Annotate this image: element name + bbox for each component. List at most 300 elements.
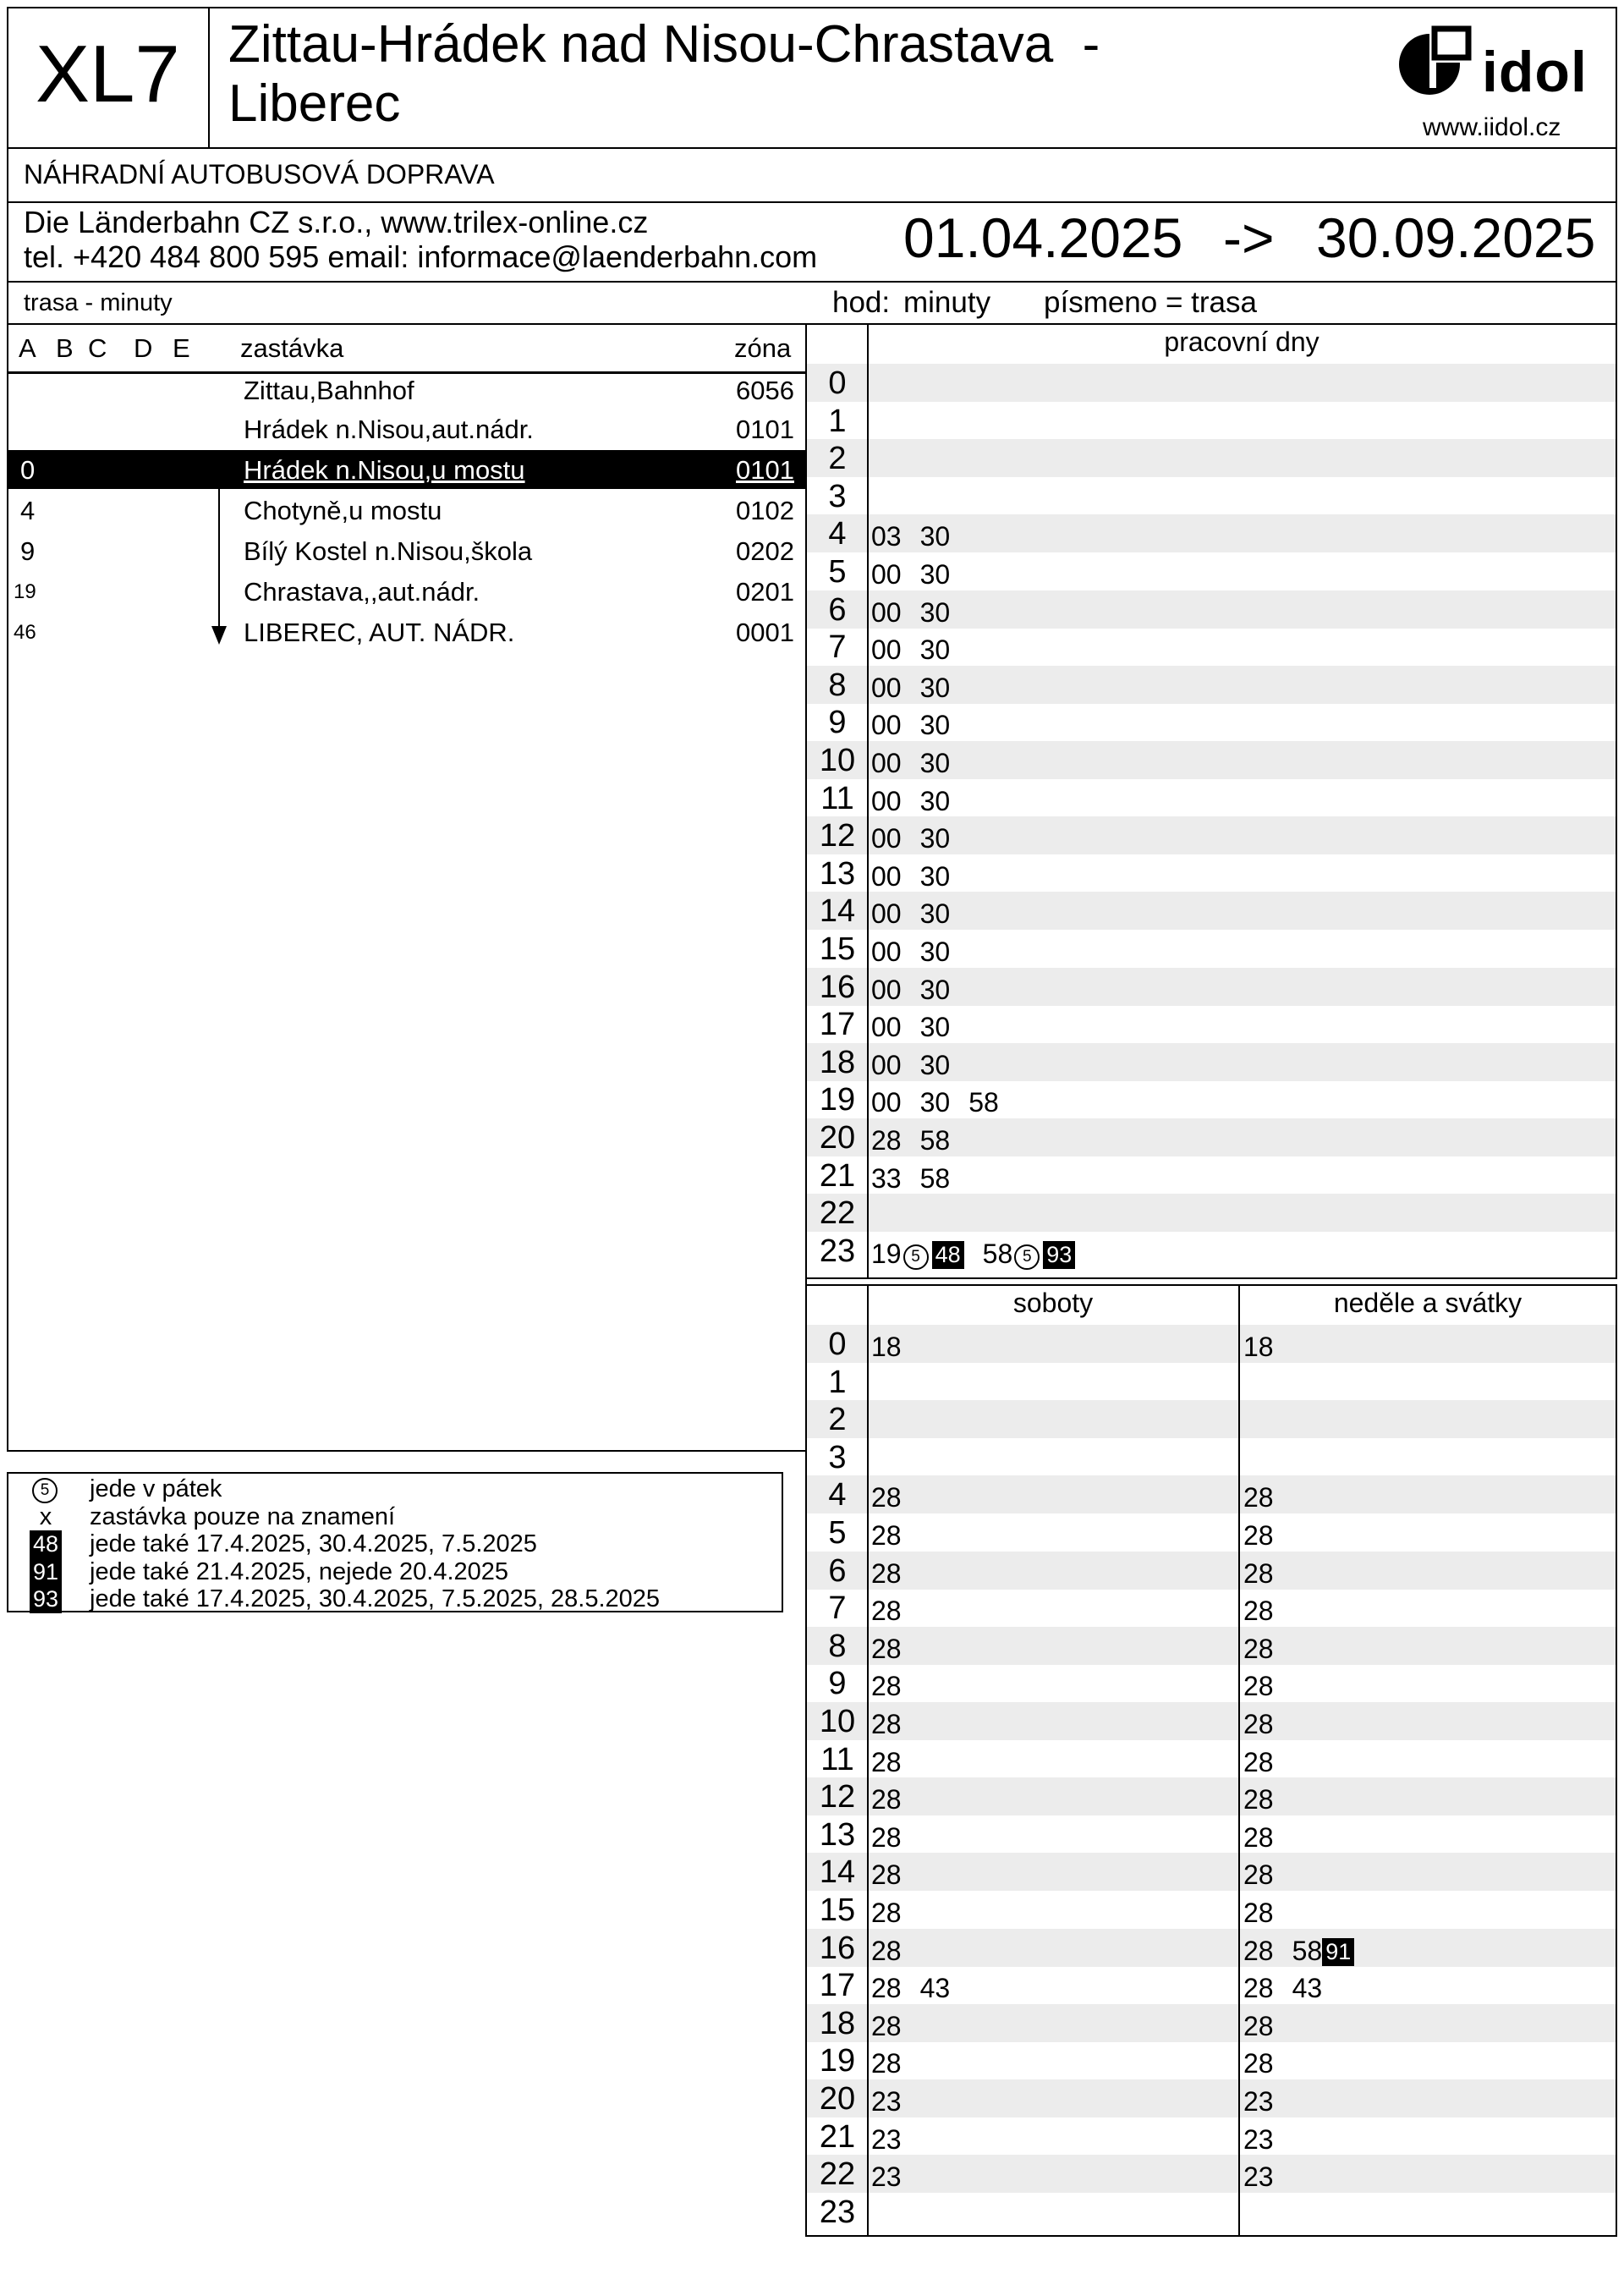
sunday-minutes xyxy=(1243,1822,1292,1854)
hour-label: 15 xyxy=(819,931,856,967)
minute-value: 00 xyxy=(871,937,902,967)
line-code: XL7 xyxy=(36,29,180,119)
departure-minute xyxy=(920,673,951,703)
departure-minute xyxy=(871,1482,902,1513)
departure-minute xyxy=(871,521,902,552)
valid-arrow: -> xyxy=(1223,206,1275,269)
info-pismeno: písmeno = trasa xyxy=(1044,286,1257,319)
saturday-minutes xyxy=(871,1859,920,1891)
minute-value: 30 xyxy=(919,634,951,666)
hour-label: 11 xyxy=(820,1741,854,1777)
idol-logo xyxy=(1387,22,1590,107)
stop-name: Hrádek n.Nisou,u mostu xyxy=(244,455,525,485)
hour-minutes xyxy=(871,634,968,666)
minute-value: 00 xyxy=(871,634,902,666)
minute-value: 28 xyxy=(1243,1821,1274,1853)
minute-value: 28 xyxy=(1243,2048,1274,2079)
departure-minute xyxy=(920,1087,951,1118)
hour-minutes xyxy=(871,673,968,704)
route-col-A: A xyxy=(19,333,36,363)
minute-value: 28 xyxy=(871,2010,902,2041)
idol-url[interactable]: www.iidol.cz xyxy=(1423,113,1561,141)
hour-label: 8 xyxy=(828,667,847,703)
departure-minute xyxy=(871,1239,964,1269)
legend-symbol xyxy=(27,1475,64,1503)
hour-label: 2 xyxy=(828,441,847,477)
idol-logo-icon xyxy=(1396,25,1477,100)
hour-row xyxy=(807,892,1616,930)
hour-row xyxy=(807,1475,1616,1513)
friday-note-icon: 5 xyxy=(32,1478,58,1503)
minute-value: 00 xyxy=(871,1012,902,1043)
stop-row[interactable] xyxy=(8,572,805,611)
departure-minute xyxy=(871,1973,902,2003)
hour-row xyxy=(807,2117,1616,2156)
minute-value: 23 xyxy=(1243,2123,1274,2155)
friday-note-icon: 5 xyxy=(903,1244,929,1270)
hour-row xyxy=(807,2193,1616,2231)
route-col-C: C xyxy=(88,333,107,363)
stop-zone: 0202 xyxy=(736,536,794,566)
sunday-minutes xyxy=(1243,1973,1341,2004)
stop-name: LIBEREC, AUT. NÁDR. xyxy=(244,618,515,647)
minute-value: 58 xyxy=(982,1238,1013,1269)
departure-minute xyxy=(1243,1784,1274,1815)
departure-minute xyxy=(920,1012,951,1042)
stop-minutes: 46 xyxy=(14,621,36,644)
sunday-minutes xyxy=(1243,1634,1292,1665)
hour-row xyxy=(807,1552,1616,1590)
departure-minute xyxy=(871,2048,902,2079)
legend-symbol-text: x xyxy=(39,1502,52,1530)
hour-row xyxy=(807,1325,1616,1363)
minute-value: 00 xyxy=(871,1087,902,1118)
route-col-E: E xyxy=(173,333,190,363)
minute-value: 28 xyxy=(871,1821,902,1853)
hour-label: 3 xyxy=(828,1439,847,1475)
hour-minutes xyxy=(871,1012,968,1043)
hour-label: 16 xyxy=(819,1930,856,1966)
departure-minute xyxy=(920,710,951,740)
legend-text: jede také 17.4.2025, 30.4.2025, 7.5.2025, 28.5.2025 xyxy=(90,1585,661,1612)
minute-value: 00 xyxy=(871,596,902,628)
minute-value: 23 xyxy=(1243,2086,1274,2117)
hour-minutes xyxy=(871,786,968,817)
minute-value: 30 xyxy=(919,823,951,854)
hour-label: 19 xyxy=(819,2043,856,2079)
departure-minute xyxy=(920,748,951,778)
minute-value: 28 xyxy=(871,1520,902,1551)
hour-label: 7 xyxy=(828,1590,847,1627)
departure-minute xyxy=(871,1936,902,1966)
hour-row xyxy=(807,552,1616,590)
hour-row xyxy=(807,666,1616,704)
legend-list xyxy=(8,1472,782,1611)
saturday-minutes xyxy=(871,1332,920,1363)
operator-info xyxy=(24,205,817,274)
departure-minute xyxy=(871,786,902,816)
hour-row xyxy=(807,1118,1616,1156)
minute-value: 00 xyxy=(871,1049,902,1080)
minute-value: 30 xyxy=(919,710,951,741)
valid-from: 01.04.2025 xyxy=(903,206,1183,269)
stop-name: Bílý Kostel n.Nisou,škola xyxy=(244,536,533,566)
departure-minute xyxy=(920,1163,951,1194)
zone-col-header: zóna xyxy=(734,333,792,363)
stops-list xyxy=(8,371,805,675)
route-title-line2: Liberec xyxy=(228,74,401,133)
minute-value: 28 xyxy=(1243,1784,1274,1815)
minute-value: 28 xyxy=(1243,1709,1274,1739)
departure-minute xyxy=(871,861,902,892)
minute-value: 58 xyxy=(919,1125,951,1156)
stop-row[interactable] xyxy=(8,491,805,530)
stop-name: Chrastava,,aut.nádr. xyxy=(244,577,480,607)
sunday-minutes xyxy=(1243,1596,1292,1627)
minute-value: 43 xyxy=(919,1973,951,2004)
hour-label: 19 xyxy=(819,1082,856,1118)
departure-minute xyxy=(1243,1482,1274,1513)
minute-value: 30 xyxy=(919,596,951,628)
minute-value: 28 xyxy=(871,1935,902,1966)
departure-minute xyxy=(871,748,902,778)
hour-row xyxy=(807,2155,1616,2193)
hour-row xyxy=(807,1702,1616,1740)
departure-minute xyxy=(920,786,951,816)
minute-value: 30 xyxy=(919,860,951,892)
minute-value: 28 xyxy=(1243,1520,1274,1551)
hour-minutes xyxy=(871,1239,1094,1270)
departure-minute xyxy=(1292,1936,1355,1966)
hour-label: 6 xyxy=(828,591,847,628)
minute-value: 00 xyxy=(871,710,902,741)
hour-minutes xyxy=(871,597,968,629)
departure-minute xyxy=(871,559,902,590)
hour-row xyxy=(807,854,1616,893)
saturday-minutes xyxy=(871,2086,920,2117)
hour-minutes xyxy=(871,1087,1018,1118)
sunday-title: neděle a svátky xyxy=(1333,1288,1522,1318)
saturday-minutes xyxy=(871,1747,920,1778)
hour-label: 10 xyxy=(819,743,856,778)
hour-row xyxy=(807,1966,1616,2004)
hour-label: 20 xyxy=(819,2081,856,2117)
route-col-D: D xyxy=(134,333,153,363)
route-title xyxy=(228,15,1100,134)
sunday-minutes xyxy=(1243,1859,1292,1891)
route-line xyxy=(218,489,220,634)
departure-minute xyxy=(871,1050,902,1080)
departure-minute xyxy=(1243,2124,1274,2155)
minute-value: 28 xyxy=(1243,1746,1274,1777)
hour-row xyxy=(807,1400,1616,1438)
minute-value: 28 xyxy=(1243,1633,1274,1664)
operator-line1: Die Länderbahn CZ s.r.o., www.trilex-online.cz xyxy=(24,205,649,239)
stop-name: Zittau,Bahnhof xyxy=(244,376,414,405)
hour-minutes xyxy=(871,521,968,552)
departure-minute xyxy=(871,1784,902,1815)
stop-zone: 0102 xyxy=(736,496,794,525)
stop-name: Chotyně,u mostu xyxy=(244,496,442,525)
stop-row[interactable] xyxy=(8,409,805,448)
legend-item xyxy=(8,1585,770,1613)
minute-value: 00 xyxy=(871,898,902,930)
hour-row xyxy=(807,1664,1616,1702)
saturday-minutes xyxy=(871,1671,920,1702)
minute-value: 33 xyxy=(871,1162,902,1194)
hour-minutes xyxy=(871,559,968,590)
departure-minute xyxy=(871,2124,902,2155)
hour-label: 14 xyxy=(819,1854,856,1891)
hour-row xyxy=(807,2079,1616,2117)
hour-label: 12 xyxy=(819,818,856,854)
stop-row[interactable] xyxy=(8,371,805,409)
hour-row xyxy=(807,1891,1616,1929)
sunday-minutes xyxy=(1243,2011,1292,2042)
departure-minute xyxy=(1243,1520,1274,1551)
hour-row xyxy=(807,1156,1616,1195)
info-trasa-minuty: trasa - minuty xyxy=(24,289,173,316)
minute-value: 28 xyxy=(1243,1973,1274,2004)
saturday-minutes xyxy=(871,1709,920,1740)
departure-minute xyxy=(968,1087,999,1118)
stop-zone: 0201 xyxy=(736,577,794,607)
sunday-minutes xyxy=(1243,1709,1292,1740)
valid-to: 30.09.2025 xyxy=(1316,206,1596,269)
saturday-minutes xyxy=(871,2161,920,2193)
idol-logo-text: idol xyxy=(1482,40,1588,104)
hour-row xyxy=(807,816,1616,854)
departure-minute xyxy=(871,975,902,1005)
hour-row xyxy=(807,364,1616,402)
hour-label: 5 xyxy=(828,1515,847,1551)
stop-row[interactable] xyxy=(8,450,805,489)
stop-row[interactable] xyxy=(8,531,805,570)
minute-value: 03 xyxy=(871,521,902,552)
hour-row xyxy=(807,1005,1616,1043)
hour-row xyxy=(807,439,1616,477)
departure-minute xyxy=(1243,1973,1274,2003)
sunday-minutes xyxy=(1243,1558,1292,1590)
saturday-minutes xyxy=(871,1596,920,1627)
sunday-minutes xyxy=(1243,1520,1292,1552)
hour-row xyxy=(807,402,1616,440)
minute-value: 00 xyxy=(871,974,902,1005)
route-col-B: B xyxy=(56,333,74,363)
hour-label: 7 xyxy=(828,629,847,666)
hour-label: 23 xyxy=(819,1233,856,1269)
sunday-minutes xyxy=(1243,2048,1292,2079)
hour-minutes xyxy=(871,748,968,779)
departure-minute xyxy=(1243,1898,1274,1928)
departure-minute xyxy=(871,2011,902,2041)
legend-symbol xyxy=(27,1503,64,1531)
minute-value: 43 xyxy=(1292,1973,1323,2004)
minute-value: 28 xyxy=(1243,1898,1274,1928)
hour-label: 5 xyxy=(828,554,847,590)
departure-minute xyxy=(983,1239,1076,1269)
hour-row xyxy=(807,1929,1616,1967)
note-badge: 48 xyxy=(932,1241,964,1269)
departure-minute xyxy=(871,1012,902,1042)
departure-minute xyxy=(871,937,902,967)
sunday-minutes xyxy=(1243,1784,1292,1815)
stop-row[interactable] xyxy=(8,612,805,651)
saturday-minutes xyxy=(871,1558,920,1590)
weekend-hour-divider xyxy=(867,1286,869,2235)
sunday-minutes xyxy=(1243,1747,1292,1778)
stop-minutes: 9 xyxy=(20,536,36,566)
hour-row xyxy=(807,1853,1616,1891)
departure-minute xyxy=(1243,1859,1274,1890)
minute-value: 30 xyxy=(919,748,951,778)
operator-line2: tel. +420 484 800 595 email: informace@laenderbahn.com xyxy=(24,239,818,274)
minute-value: 00 xyxy=(871,748,902,778)
hour-minutes xyxy=(871,1163,968,1195)
minute-value: 00 xyxy=(871,672,902,703)
minute-value: 00 xyxy=(871,860,902,892)
minute-value: 30 xyxy=(919,559,951,590)
hour-label: 8 xyxy=(828,1628,847,1664)
stop-minutes: 0 xyxy=(20,455,36,485)
saturday-minutes xyxy=(871,1482,920,1513)
departure-minute xyxy=(871,1709,902,1739)
minute-value: 28 xyxy=(871,1709,902,1739)
stop-col-header: zastávka xyxy=(240,333,344,363)
saturday-minutes xyxy=(871,2124,920,2156)
saturday-title: soboty xyxy=(1012,1288,1094,1318)
hour-minutes xyxy=(871,1050,968,1081)
departure-minute xyxy=(871,1558,902,1589)
minute-value: 28 xyxy=(871,1125,902,1156)
minute-value: 58 xyxy=(968,1087,999,1118)
hour-row xyxy=(807,1232,1616,1270)
hour-row xyxy=(807,930,1616,968)
stop-minutes: 19 xyxy=(14,580,36,603)
sunday-minutes xyxy=(1243,1671,1292,1702)
departure-minute xyxy=(1243,2086,1274,2117)
departure-minute xyxy=(1243,1709,1274,1739)
route-arrow-icon xyxy=(211,626,227,645)
saturday-minutes xyxy=(871,1520,920,1552)
minute-value: 28 xyxy=(1243,2010,1274,2041)
minute-value: 23 xyxy=(871,2086,902,2117)
minute-value: 23 xyxy=(871,2123,902,2155)
minute-value: 28 xyxy=(871,1746,902,1777)
departure-minute xyxy=(920,1050,951,1080)
weekday-rows xyxy=(807,364,1616,1277)
departure-minute xyxy=(1243,1936,1274,1966)
departure-minute xyxy=(1243,1332,1274,1362)
minute-value: 58 xyxy=(919,1162,951,1194)
friday-note-icon: 5 xyxy=(1014,1244,1040,1270)
hour-label: 16 xyxy=(819,969,856,1005)
sunday-minutes xyxy=(1243,1482,1292,1513)
departure-minute xyxy=(871,2086,902,2117)
minute-value: 00 xyxy=(871,785,902,816)
departure-minute xyxy=(871,2161,902,2192)
hour-row xyxy=(807,477,1616,515)
minute-value: 30 xyxy=(919,974,951,1005)
minute-value: 28 xyxy=(871,1633,902,1664)
hour-label: 17 xyxy=(819,1968,856,2004)
minute-value: 30 xyxy=(919,937,951,967)
departure-minute xyxy=(871,710,902,740)
hour-row xyxy=(807,1043,1616,1081)
stop-name: Hrádek n.Nisou,aut.nádr. xyxy=(244,415,534,444)
hour-label: 9 xyxy=(828,1666,847,1702)
note-badge: 93 xyxy=(1043,1241,1075,1269)
departure-minute xyxy=(1243,1634,1274,1664)
hour-row xyxy=(807,2004,1616,2042)
sunday-minutes xyxy=(1243,1898,1292,1929)
minute-value: 28 xyxy=(871,2048,902,2079)
weekday-title: pracovní dny xyxy=(1164,327,1320,357)
departure-minute xyxy=(920,975,951,1005)
hour-label: 4 xyxy=(828,1477,847,1513)
departure-minute xyxy=(871,1671,902,1701)
minute-value: 30 xyxy=(919,672,951,703)
minute-value: 28 xyxy=(871,1482,902,1513)
stop-minutes: 4 xyxy=(20,496,36,525)
saturday-minutes xyxy=(871,1973,968,2004)
hour-minutes xyxy=(871,710,968,741)
departure-minute xyxy=(920,559,951,590)
hour-row xyxy=(807,1740,1616,1778)
minute-value: 28 xyxy=(1243,1859,1274,1891)
route-title-line1: Zittau-Hrádek nad Nisou-Chrastava - xyxy=(228,15,1100,74)
hour-label: 12 xyxy=(819,1779,856,1815)
departure-minute xyxy=(1243,1747,1274,1777)
legend-text: jede také 21.4.2025, nejede 20.4.2025 xyxy=(90,1557,509,1585)
minute-value: 28 xyxy=(871,1973,902,2004)
hour-label: 3 xyxy=(828,478,847,514)
minute-value: 28 xyxy=(871,1557,902,1589)
departure-minute xyxy=(871,823,902,854)
service-type: NÁHRADNÍ AUTOBUSOVÁ DOPRAVA xyxy=(24,159,495,190)
hour-row xyxy=(807,2041,1616,2079)
departure-minute xyxy=(871,1087,902,1118)
minute-value: 28 xyxy=(1243,1935,1274,1966)
legend-symbol xyxy=(27,1585,64,1614)
hour-label: 20 xyxy=(819,1120,856,1156)
departure-minute xyxy=(920,521,951,552)
hour-row xyxy=(807,1627,1616,1665)
minute-value: 28 xyxy=(1243,1596,1274,1627)
departure-minute xyxy=(920,898,951,929)
hour-row xyxy=(807,968,1616,1006)
hour-label: 13 xyxy=(819,1816,856,1853)
departure-minute xyxy=(871,1859,902,1890)
departure-minute xyxy=(920,597,951,628)
minute-value: 28 xyxy=(871,1596,902,1627)
departure-minute xyxy=(871,1520,902,1551)
saturday-minutes xyxy=(871,1936,920,1967)
minute-value: 30 xyxy=(919,785,951,816)
hour-label: 21 xyxy=(819,1157,856,1194)
legend-text: zastávka pouze na znamení xyxy=(90,1502,396,1530)
hour-row xyxy=(807,703,1616,741)
minute-value: 28 xyxy=(871,1859,902,1891)
legend-item xyxy=(8,1530,770,1558)
minute-value: 18 xyxy=(1243,1332,1274,1362)
minute-value: 28 xyxy=(871,1784,902,1815)
hour-row xyxy=(807,1438,1616,1476)
departure-minute xyxy=(1243,2161,1274,2192)
weekend-rows xyxy=(807,1325,1616,2235)
departure-minute xyxy=(871,1898,902,1928)
hour-label: 0 xyxy=(828,365,847,401)
